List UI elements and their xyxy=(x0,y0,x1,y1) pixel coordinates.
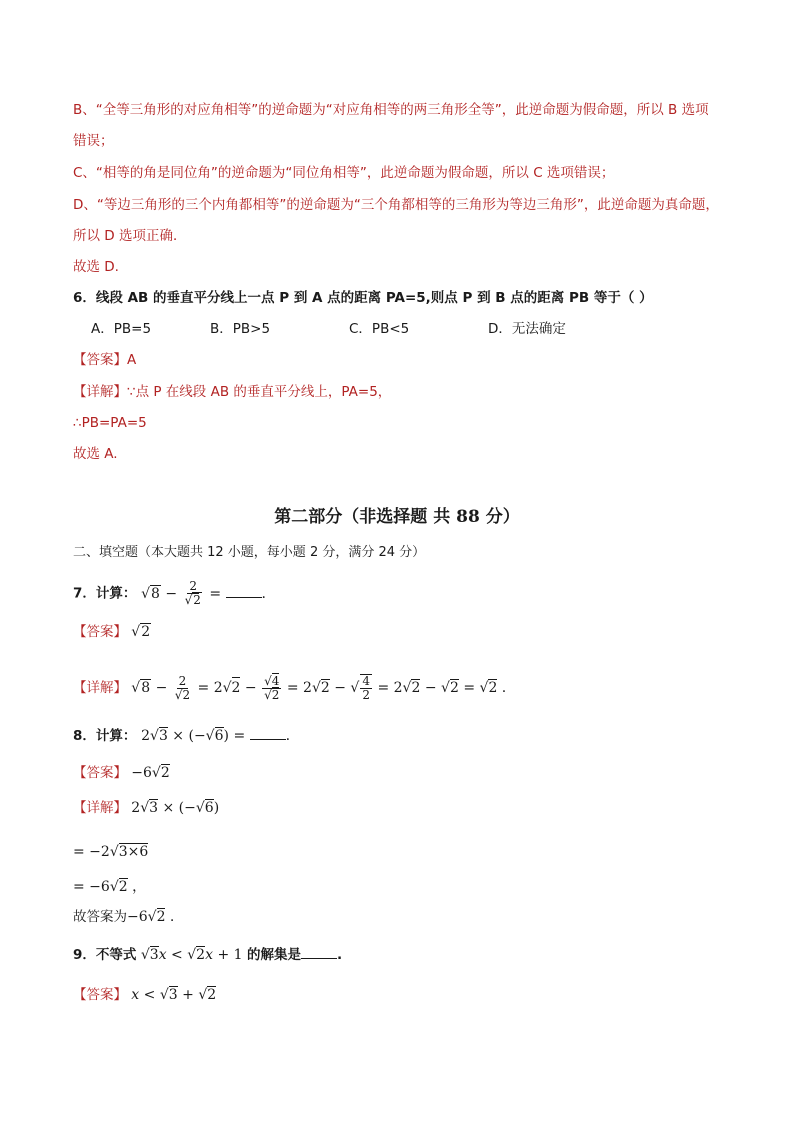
answer-blank xyxy=(250,727,286,740)
answer-blank xyxy=(226,585,262,598)
q6-stem: 6．线段 AB 的垂直平分线上一点 P 到 A 点的距离 PA=5,则点 P 到 B 点的距离 PB 等于（ ） xyxy=(73,290,653,306)
detail-label: 【详解】 xyxy=(73,800,127,816)
detail-label: 【详解】 xyxy=(73,680,127,696)
answer-math: −6√2 xyxy=(131,765,170,781)
q6-detail xyxy=(73,382,391,402)
q7-prefix: 7．计算： xyxy=(73,585,137,602)
q8-expression: 2√3 × (−√6) = . xyxy=(141,728,291,744)
q7-detail xyxy=(73,674,506,702)
q8-answer xyxy=(73,763,170,783)
q9-stem: 9．不等式 √3x < √2x + 1 的解集是 . xyxy=(73,947,343,963)
q9-inequality: √3x < √2x + 1 xyxy=(136,947,247,963)
q6-option-d: D．无法确定 xyxy=(488,321,566,337)
option-b-line1: B、“全等三角形的对应角相等”的逆命题为“对应角相等的两三角形全等”，此逆命题为假命题，所以 B 选项 xyxy=(73,102,709,118)
part2-title: 第二部分（非选择题 共 88 分） xyxy=(274,507,520,527)
q5-conclusion: 故选 D. xyxy=(73,259,119,275)
conclusion-prefix: 故答案为 xyxy=(73,909,127,925)
q6-option-c: C．PB<5 xyxy=(349,321,410,337)
answer-math: √2 xyxy=(131,624,151,640)
answer-label: 【答案】 xyxy=(73,765,127,781)
conclusion-math: −6√2 . xyxy=(127,909,175,925)
option-d-line1: D、“等边三角形的三个内角都相等”的逆命题为“三个角都相等的三角形为等边三角形”，此逆命题为真命题， xyxy=(73,197,719,213)
detail-math: √8 − $\frac{2}{√2}$ = 2√2 − $\frac{√4}{√2}$ = 2√2 − √ $\frac{4}{2}$ = 2√2 − √2 = √2 . xyxy=(131,673,507,702)
detail-math: 2√3 × (−√6) xyxy=(131,800,220,816)
q8-detail xyxy=(73,798,219,818)
answer-label: 【答案】 xyxy=(73,987,127,1003)
q8-prefix: 8．计算： xyxy=(73,728,137,744)
q7-answer xyxy=(73,622,151,642)
answer-label: 【答案】 xyxy=(73,624,127,640)
answer-blank xyxy=(301,946,337,959)
answer-math: x < √3 + √2 xyxy=(131,987,217,1003)
q9-prefix: 9．不等式 xyxy=(73,947,137,963)
option-d-line2: 所以 D 选项正确． xyxy=(73,228,187,244)
detail-text: ∵点 P 在线段 AB 的垂直平分线上，PA=5， xyxy=(127,384,392,400)
q8-stem xyxy=(73,726,290,746)
q8-step2: = −6√2 ， xyxy=(73,879,147,895)
detail-label: 【详解】 xyxy=(73,384,127,400)
q6-option-a: A．PB=5 xyxy=(91,321,152,337)
q9-suffix: 的解集是 xyxy=(247,947,301,963)
q8-step1: = −2√3×6 xyxy=(73,844,149,860)
q6-step: ∴PB=PA=5 xyxy=(73,415,147,431)
section2-heading: 二、填空题（本大题共 12 小题，每小题 2 分，满分 24 分） xyxy=(73,545,426,560)
answer-label: 【答案】 xyxy=(73,352,127,368)
q7-expression: √8 − $\frac{2}{√2}$ = . xyxy=(141,579,266,607)
answer-value: A xyxy=(127,352,137,368)
q6-answer xyxy=(73,350,136,370)
q8-conclusion xyxy=(73,907,174,927)
q6-conclusion: 故选 A. xyxy=(73,446,118,462)
q6-option-b: B．PB>5 xyxy=(210,321,271,337)
q9-answer xyxy=(73,985,216,1005)
option-c-line1: C、“相等的角是同位角”的逆命题为“同位角相等”，此逆命题为假命题，所以 C 选项错误； xyxy=(73,165,615,181)
option-b-line2: 错误； xyxy=(73,133,114,149)
q7-stem xyxy=(73,580,266,607)
